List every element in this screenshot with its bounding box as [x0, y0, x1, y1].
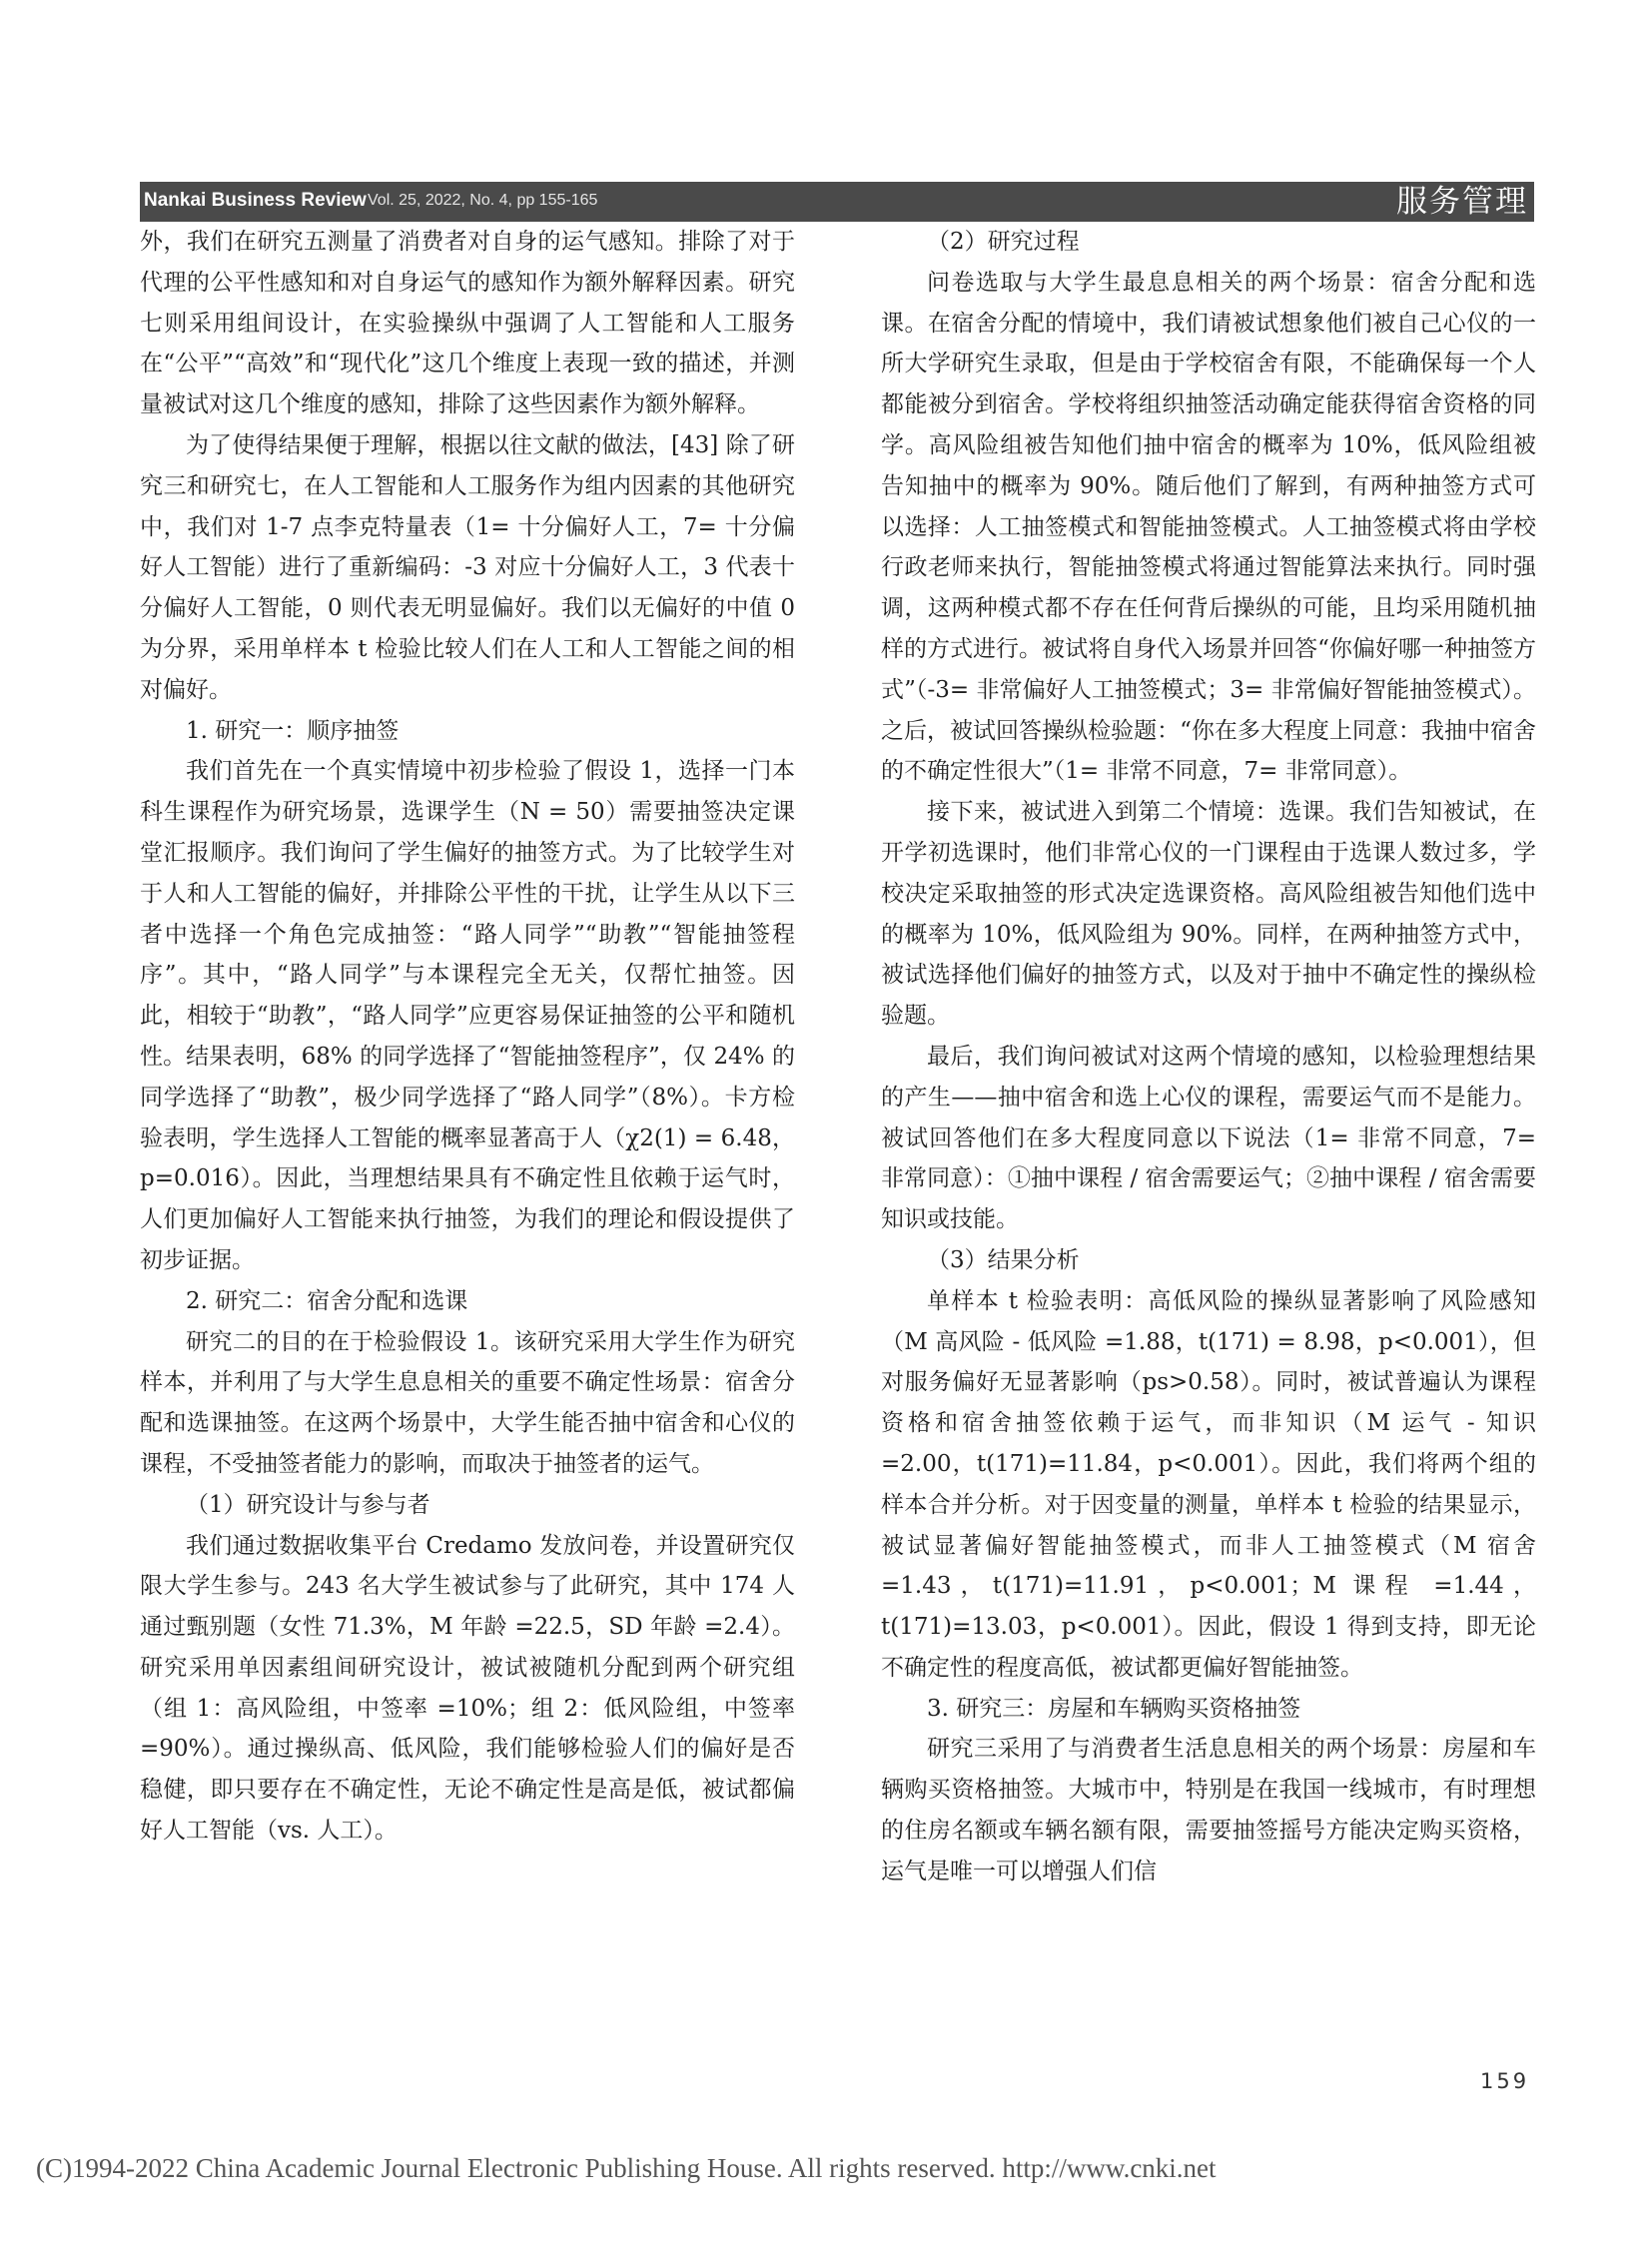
body-paragraph: 接下来，被试进入到第二个情境：选课。我们告知被试，在开学初选课时，他们非常心仪的一门课程由于选课人数过多，学校决定采取抽签的形式决定选课资格。高风险组被告知他们选中的概率为 10%，低风险组为 90%。同样，在两种抽签方式中，被试选择他们偏好的抽签方式，以及对于抽中不确定性的操纵检验题。: [881, 799, 1536, 1030]
copyright-notice: (C)1994-2022 China Academic Journal Electronic Publishing House. All rights reserved. http://www.cnki.net: [36, 2153, 1217, 2183]
body-paragraph: 我们通过数据收集平台 Credamo 发放问卷，并设置研究仅限大学生参与。243 名大学生被试参与了此研究，其中 174 人通过甄别题（女性 71.3%，M 年龄 =22.5，SD 年龄 =2.4）。研究采用单因素组间研究设计，被试被随机分配到两个研究组（组 1：高风险组，中签率 =10%；组 2：低风险组，中签率 =90%）。通过操纵高、低风险，我们能够检验人们的偏好是否稳健，即只要存在不确定性，无论不确定性是高是低，被试都偏好人工智能（vs. 人工）。: [140, 1532, 795, 1845]
body-paragraph: 外，我们在研究五测量了消费者对自身的运气感知。排除了对于代理的公平性感知和对自身运气的感知作为额外解释因素。研究七则采用组间设计，在实验操纵中强调了人工智能和人工服务在“公平”“高效”和“现代化”这几个维度上表现一致的描述，并测量被试对这几个维度的感知，排除了这些因素作为额外解释。: [140, 229, 795, 418]
page-number: 159: [1480, 2069, 1530, 2093]
journal-name: Nankai Business Review: [144, 190, 367, 211]
body-paragraph: 为了使得结果便于理解，根据以往文献的做法，[43] 除了研究三和研究七，在人工智能和人工服务作为组内因素的其他研究中，我们对 1-7 点李克特量表（1= 十分偏好人工，7= 十分偏好人工智能）进行了重新编码：-3 对应十分偏好人工，3 代表十分偏好人工智能，0 则代表无明显偏好。我们以无偏好的中值 0 为分界，采用单样本 t 检验比较人们在人工和人工智能之间的相对偏好。: [140, 431, 795, 703]
section-heading: （2）研究过程: [927, 229, 1080, 255]
body-paragraph: 最后，我们询问被试对这两个情境的感知，以检验理想结果的产生——抽中宿舍和选上心仪的课程，需要运气而不是能力。被试回答他们在多大程度同意以下说法（1= 非常不同意，7= 非常同意）：①抽中课程 / 宿舍需要运气；②抽中课程 / 宿舍需要知识或技能。: [881, 1043, 1536, 1233]
left-column: [140, 222, 795, 1852]
journal-header: [140, 182, 1534, 222]
section-heading: 1. 研究一：顺序抽签: [186, 717, 400, 744]
section-title: 服务管理: [1396, 184, 1528, 220]
section-heading: （1）研究设计与参与者: [186, 1491, 430, 1518]
body-paragraph: 研究二的目的在于检验假设 1。该研究采用大学生作为研究样本，并利用了与大学生息息相关的重要不确定性场景：宿舍分配和选课抽签。在这两个场景中，大学生能否抽中宿舍和心仪的课程，不受抽签者能力的影响，而取决于抽签者的运气。: [140, 1328, 795, 1477]
right-column: [881, 222, 1536, 1892]
body-paragraph: 研究三采用了与消费者生活息息相关的两个场景：房屋和车辆购买资格抽签。大城市中，特别是在我国一线城市，有时理想的住房名额或车辆名额有限，需要抽签摇号方能决定购买资格，运气是唯一可以增强人们信: [881, 1736, 1536, 1884]
journal-volume-info: Vol. 25, 2022, No. 4, pp 155-165: [368, 192, 598, 209]
body-paragraph: 我们首先在一个真实情境中初步检验了假设 1，选择一门本科生课程作为研究场景，选课学生（N = 50）需要抽签决定课堂汇报顺序。我们询问了学生偏好的抽签方式。为了比较学生对于人和人工智能的偏好，并排除公平性的干扰，让学生从以下三者中选择一个角色完成抽签：“路人同学”“助教”“智能抽签程序”。其中，“路人同学”与本课程完全无关，仅帮忙抽签。因此，相较于“助教”，“路人同学”应更容易保证抽签的公平和随机性。结果表明，68% 的同学选择了“智能抽签程序”，仅 24% 的同学选择了“助教”，极少同学选择了“路人同学”（8%）。卡方检验表明，学生选择人工智能的概率显著高于人（χ2(1) = 6.48，p=0.016）。因此，当理想结果具有不确定性且依赖于运气时，人们更加偏好人工智能来执行抽签，为我们的理论和假设提供了初步证据。: [140, 758, 795, 1273]
section-heading: （3）结果分析: [927, 1246, 1080, 1273]
section-heading: 3. 研究三：房屋和车辆购买资格抽签: [927, 1695, 1301, 1722]
body-paragraph: 单样本 t 检验表明：高低风险的操纵显著影响了风险感知（M 高风险 - 低风险 =1.88，t(171) = 8.98，p<0.001），但对服务偏好无显著影响（ps>0.58）。同时，被试普遍认为课程资格和宿舍抽签依赖于运气，而非知识（M 运气 - 知识 =2.00，t(171)=11.84，p<0.001）。因此，我们将两个组的样本合并分析。对于因变量的测量，单样本 t 检验的结果显示，被试显著偏好智能抽签模式，而非人工抽签模式（M 宿舍 =1.43，t(171)=11.91，p<0.001；M 课程 =1.44，t(171)=13.03，p<0.001）。因此，假设 1 得到支持，即无论不确定性的程度高低，被试都更偏好智能抽签。: [881, 1287, 1536, 1681]
section-heading: 2. 研究二：宿舍分配和选课: [186, 1287, 468, 1314]
body-paragraph: 问卷选取与大学生最息息相关的两个场景：宿舍分配和选课。在宿舍分配的情境中，我们请被试想象他们被自己心仪的一所大学研究生录取，但是由于学校宿舍有限，不能确保每一个人都能被分到宿舍。学校将组织抽签活动确定能获得宿舍资格的同学。高风险组被告知他们抽中宿舍的概率为 10%，低风险组被告知抽中的概率为 90%。随后他们了解到，有两种抽签方式可以选择：人工抽签模式和智能抽签模式。人工抽签模式将由学校行政老师来执行，智能抽签模式将通过智能算法来执行。同时强调，这两种模式都不存在任何背后操纵的可能，且均采用随机抽样的方式进行。被试将自身代入场景并回答“你偏好哪一种抽签方式”（-3= 非常偏好人工抽签模式；3= 非常偏好智能抽签模式）。之后，被试回答操纵检验题：“你在多大程度上同意：我抽中宿舍的不确定性很大”（1= 非常不同意，7= 非常同意）。: [881, 269, 1536, 785]
